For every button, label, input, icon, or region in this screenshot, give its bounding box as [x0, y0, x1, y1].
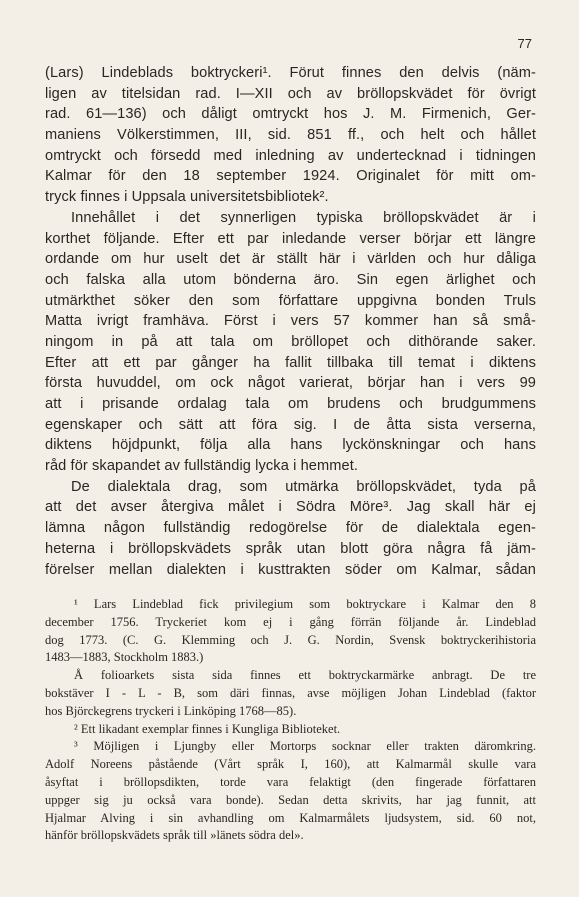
body-line: heterna i bröllopskvädets språk utan blott göra några få jäm- — [45, 540, 536, 557]
body-line: tryck finnes i Uppsala universitetsbibliotek². — [45, 189, 329, 206]
footnote-line: ¹ Lars Lindeblad fick privilegium som boktryckare i Kalmar den 8 — [74, 597, 536, 611]
footnote-line: åsyftat i bröllopsdikten, torde vara felaktigt (den fingerade författaren — [45, 774, 536, 789]
body-line: lämna någon fullständig redogörelse för de dialektala egen- — [45, 520, 536, 537]
footnote-line: ³ Möjligen i Ljungby eller Mortorps socknar eller trakten däromkring. — [74, 739, 536, 754]
body-text — [45, 63, 536, 580]
page-number: 77 — [517, 36, 532, 51]
body-line: omtryckt och försedd med inledning av undertecknad i tidningen — [45, 147, 536, 164]
footnote-line: ² Ett likadant exemplar finnes i Kungliga Biblioteket. — [74, 721, 341, 736]
body-line: Innehållet i det synnerligen typiska bröllopskvädet är i — [71, 209, 536, 226]
body-line: ningom in på att tala om bröllopet och dithörande saker. — [45, 333, 536, 350]
body-line: ordande om hur uselt det är ställt här i världen och hur dåliga — [45, 251, 536, 268]
body-line: ligen av titelsidan rad. I—XII och av bröllopskvädet för övrigt — [45, 85, 536, 102]
body-line: korthet följande. Efter ett par inledande verser börjar ett längre — [45, 230, 536, 247]
body-line: att i prisande ordalag tala om brudens och brudgummens — [45, 396, 536, 413]
body-line: Matta ivrigt framhäva. Först i vers 57 kommer han så små- — [45, 313, 536, 330]
body-line: De dialektala drag, som utmärka bröllopskvädet, tyda på — [71, 478, 536, 495]
body-line: rad. 61—136) och dåligt omtryckt hos J. M. Firmenich, Ger- — [45, 106, 536, 123]
footnote-line: december 1756. Tryckeriet kom ej i gång förrän följande år. Lindeblad — [45, 614, 536, 629]
body-line: och falska alla utom bönderna äro. Sin egen ärlighet och — [45, 271, 536, 288]
footnote-line: Adolf Noreens påstående (Vårt språk I, 160), att Kalmarmål skulle vara — [45, 757, 536, 772]
footnote-line: dog 1773. (C. G. Klemming och J. G. Nordin, Svensk boktryckerihistoria — [45, 632, 536, 647]
footnote-line: uppger sig ju också vara bonde). Sedan detta skrivits, har jag funnit, att — [45, 792, 536, 807]
body-line: Kalmar för den 18 september 1924. Originalet för mitt om- — [45, 168, 536, 185]
footnote-line: Å folioarkets sista sida finnes ett boktryckarmärke anbragt. De tre — [74, 668, 536, 683]
body-line: (Lars) Lindeblads boktryckeri¹. Förut finnes den delvis (näm- — [45, 65, 536, 81]
body-line: utmärkthet söker den som författare uppgivna bonden Truls — [45, 292, 536, 309]
body-line: maniens Völkerstimmen, III, sid. 851 ff., och helt och hållet — [45, 127, 536, 144]
body-line: egenskaper och sätt att föra sig. I de åtta sista verserna, — [45, 416, 536, 433]
footnotes — [45, 596, 536, 845]
body-line: råd för skapandet av fullständig lycka i hemmet. — [45, 458, 359, 475]
footnote-line: 1483—1883, Stockholm 1883.) — [45, 650, 204, 665]
body-line: diktens höjdpunkt, följa alla hans lyckönskningar och hans — [45, 437, 536, 454]
body-line: att det avser återgiva målet i Södra Möre³. Jag skall här ej — [45, 499, 536, 516]
body-line: förelser mellan dialekten i kusttrakten söder om Kalmar, sådan — [45, 561, 536, 578]
body-line: Efter att ett par gånger ha fallit tillbaka till temat i diktens — [45, 354, 536, 371]
footnote-line: bokstäver I - L - B, som däri finnas, avse möjligen Johan Lindeblad (faktor — [45, 685, 536, 700]
footnote-line: hänför bröllopskvädets språk till »länets södra del». — [45, 828, 304, 843]
body-line: första huvuddel, om ock något varierat, börjar han i vers 99 — [45, 375, 536, 392]
footnote-line: hos Björckegrens tryckeri i Linköping 1768—85). — [45, 703, 297, 718]
footnote-line: Hjalmar Alving i sin avhandling om Kalmarmålets ljudsystem, sid. 60 not, — [45, 810, 536, 825]
